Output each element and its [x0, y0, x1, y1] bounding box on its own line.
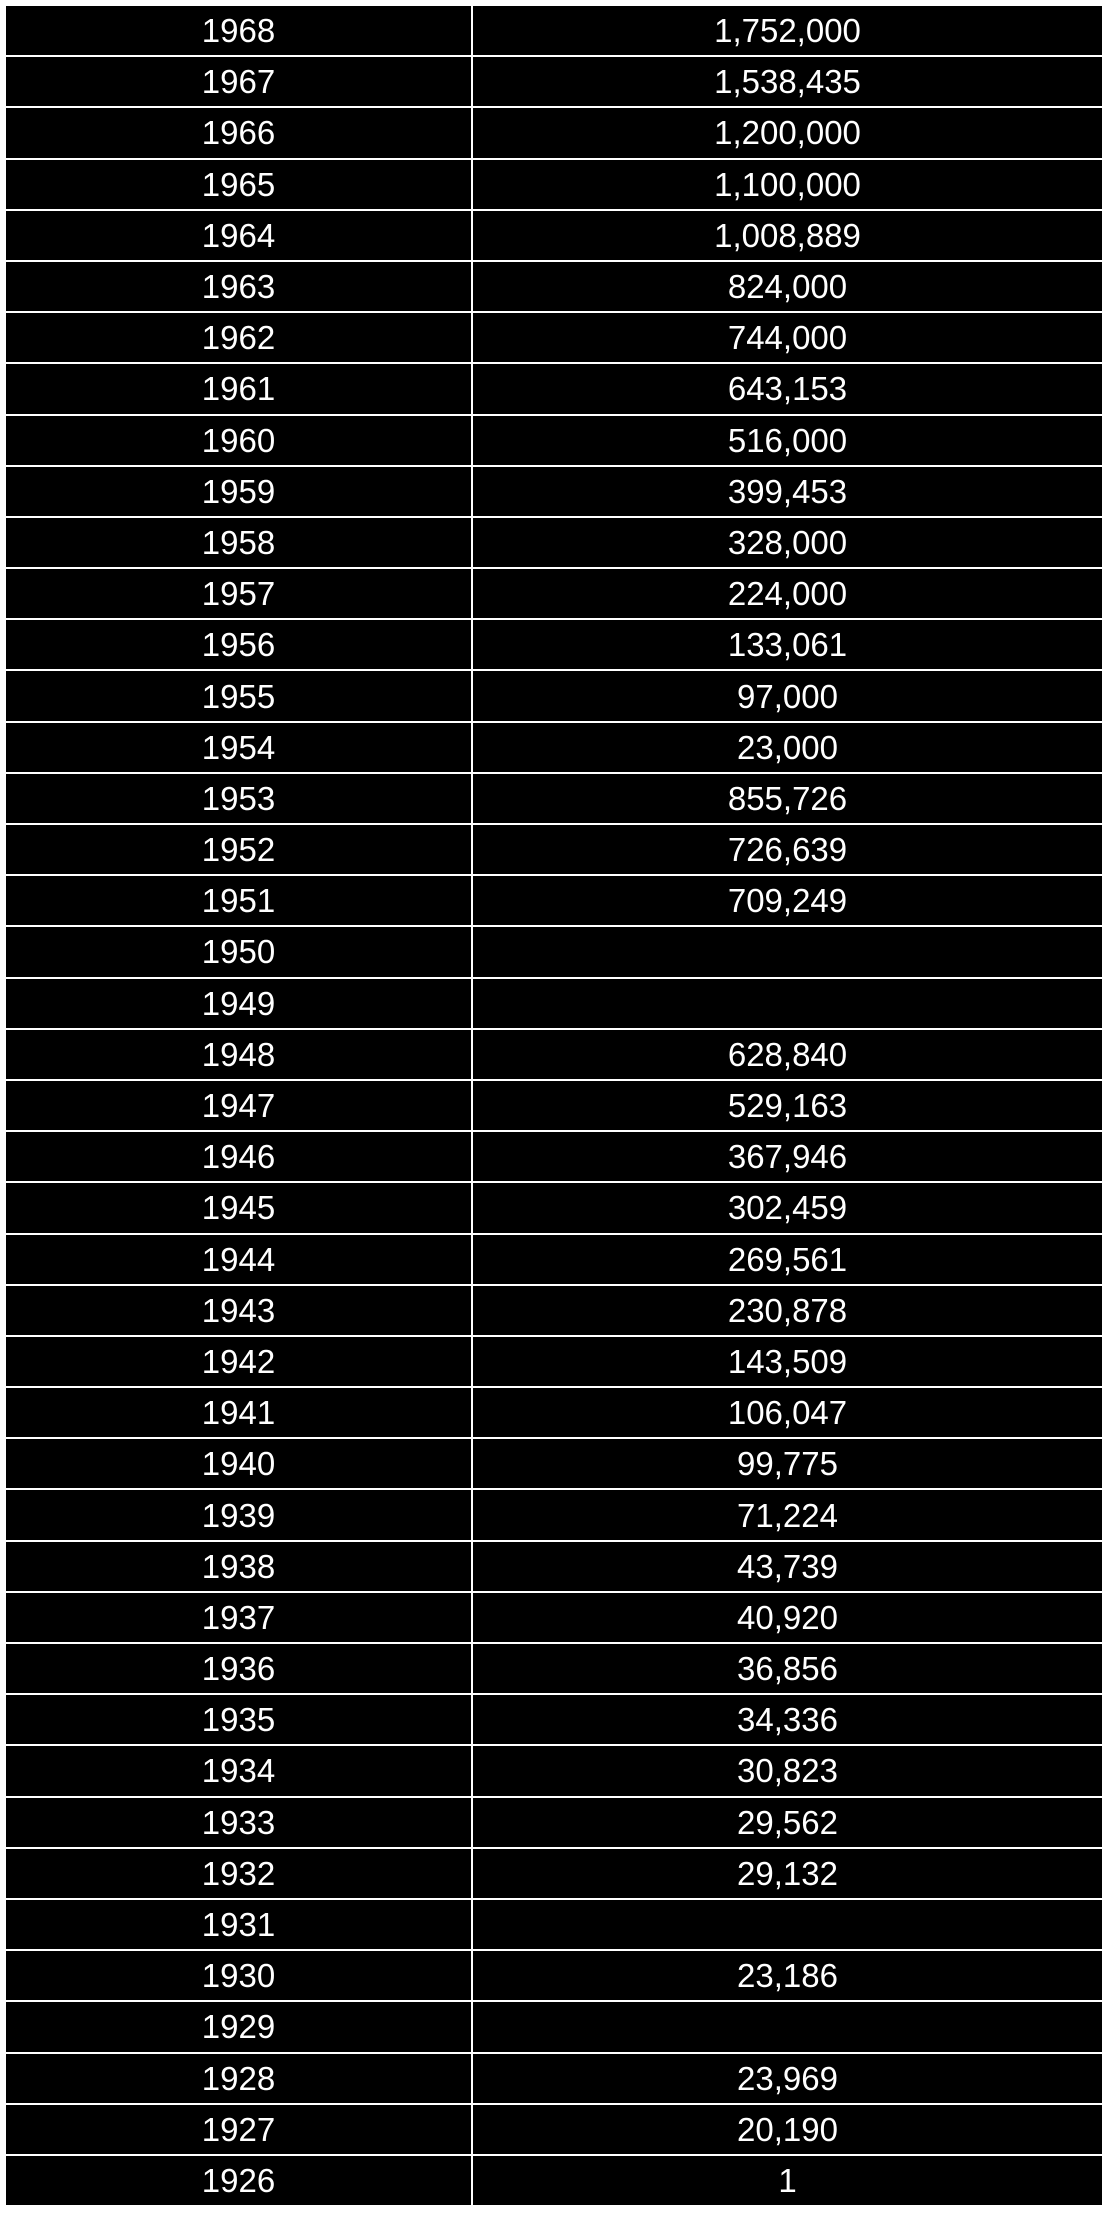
value-cell: 71,224	[472, 1489, 1102, 1540]
year-cell: 1944	[6, 1234, 472, 1285]
table-row	[6, 1029, 1102, 1080]
year-cell: 1935	[6, 1694, 472, 1745]
year-cell: 1933	[6, 1797, 472, 1848]
year-cell: 1964	[6, 210, 472, 261]
value-cell: 23,186	[472, 1950, 1102, 2001]
year-cell: 1936	[6, 1643, 472, 1694]
value-cell	[472, 2001, 1102, 2052]
value-cell: 29,132	[472, 1848, 1102, 1899]
data-table	[6, 6, 1102, 2205]
table-row	[6, 6, 1102, 56]
value-cell: 23,000	[472, 722, 1102, 773]
table-row	[6, 1950, 1102, 2001]
value-cell: 744,000	[472, 312, 1102, 363]
value-cell	[472, 1899, 1102, 1950]
table-row	[6, 670, 1102, 721]
value-cell: 726,639	[472, 824, 1102, 875]
table-row	[6, 1336, 1102, 1387]
value-cell: 143,509	[472, 1336, 1102, 1387]
value-cell: 628,840	[472, 1029, 1102, 1080]
table-row	[6, 722, 1102, 773]
table-row	[6, 1234, 1102, 1285]
table-row	[6, 466, 1102, 517]
value-cell: 824,000	[472, 261, 1102, 312]
value-cell: 643,153	[472, 363, 1102, 414]
table-row	[6, 1285, 1102, 1336]
table-row	[6, 773, 1102, 824]
year-cell: 1958	[6, 517, 472, 568]
year-cell: 1953	[6, 773, 472, 824]
year-cell: 1927	[6, 2104, 472, 2155]
table-row	[6, 517, 1102, 568]
year-cell: 1962	[6, 312, 472, 363]
value-cell: 529,163	[472, 1080, 1102, 1131]
table-row	[6, 159, 1102, 210]
table-row	[6, 2053, 1102, 2104]
value-cell: 516,000	[472, 415, 1102, 466]
table-row	[6, 568, 1102, 619]
year-cell: 1965	[6, 159, 472, 210]
year-cell: 1943	[6, 1285, 472, 1336]
table-row	[6, 1541, 1102, 1592]
value-cell: 97,000	[472, 670, 1102, 721]
year-cell: 1942	[6, 1336, 472, 1387]
table-row	[6, 363, 1102, 414]
year-cell: 1960	[6, 415, 472, 466]
year-cell: 1939	[6, 1489, 472, 1540]
year-cell: 1932	[6, 1848, 472, 1899]
table-row	[6, 1899, 1102, 1950]
table-row	[6, 210, 1102, 261]
table-row	[6, 261, 1102, 312]
table-row	[6, 2104, 1102, 2155]
year-cell: 1955	[6, 670, 472, 721]
value-cell: 1,008,889	[472, 210, 1102, 261]
table-row	[6, 1643, 1102, 1694]
table-row	[6, 1745, 1102, 1796]
table-row	[6, 2155, 1102, 2205]
year-cell: 1947	[6, 1080, 472, 1131]
table-row	[6, 2001, 1102, 2052]
table-row	[6, 1694, 1102, 1745]
year-cell: 1929	[6, 2001, 472, 2052]
table-row	[6, 1848, 1102, 1899]
table-row	[6, 415, 1102, 466]
value-cell: 20,190	[472, 2104, 1102, 2155]
value-cell: 34,336	[472, 1694, 1102, 1745]
value-cell: 43,739	[472, 1541, 1102, 1592]
year-cell: 1956	[6, 619, 472, 670]
table-row	[6, 1438, 1102, 1489]
year-cell: 1937	[6, 1592, 472, 1643]
table-row	[6, 1797, 1102, 1848]
table-row	[6, 1080, 1102, 1131]
value-cell: 224,000	[472, 568, 1102, 619]
value-cell: 30,823	[472, 1745, 1102, 1796]
year-cell: 1966	[6, 107, 472, 158]
year-cell: 1946	[6, 1131, 472, 1182]
year-cell: 1950	[6, 926, 472, 977]
value-cell: 1,200,000	[472, 107, 1102, 158]
value-cell: 36,856	[472, 1643, 1102, 1694]
year-cell: 1967	[6, 56, 472, 107]
value-cell: 1	[472, 2155, 1102, 2205]
year-cell: 1926	[6, 2155, 472, 2205]
year-cell: 1968	[6, 6, 472, 56]
value-cell: 230,878	[472, 1285, 1102, 1336]
table-row	[6, 107, 1102, 158]
year-cell: 1963	[6, 261, 472, 312]
value-cell: 302,459	[472, 1182, 1102, 1233]
year-cell: 1941	[6, 1387, 472, 1438]
value-cell: 855,726	[472, 773, 1102, 824]
value-cell: 40,920	[472, 1592, 1102, 1643]
value-cell: 1,538,435	[472, 56, 1102, 107]
value-cell: 106,047	[472, 1387, 1102, 1438]
value-cell: 399,453	[472, 466, 1102, 517]
table-row	[6, 875, 1102, 926]
year-cell: 1940	[6, 1438, 472, 1489]
value-cell	[472, 978, 1102, 1029]
value-cell: 23,969	[472, 2053, 1102, 2104]
value-cell: 328,000	[472, 517, 1102, 568]
table-body	[6, 6, 1102, 2205]
value-cell: 269,561	[472, 1234, 1102, 1285]
table-row	[6, 1489, 1102, 1540]
year-cell: 1959	[6, 466, 472, 517]
year-cell: 1952	[6, 824, 472, 875]
value-cell: 99,775	[472, 1438, 1102, 1489]
year-cell: 1928	[6, 2053, 472, 2104]
value-cell: 29,562	[472, 1797, 1102, 1848]
table-row	[6, 824, 1102, 875]
year-cell: 1931	[6, 1899, 472, 1950]
year-cell: 1951	[6, 875, 472, 926]
year-cell: 1930	[6, 1950, 472, 2001]
year-cell: 1954	[6, 722, 472, 773]
table-row	[6, 926, 1102, 977]
value-cell: 1,752,000	[472, 6, 1102, 56]
year-cell: 1949	[6, 978, 472, 1029]
value-cell: 367,946	[472, 1131, 1102, 1182]
table-row	[6, 1387, 1102, 1438]
table-row	[6, 1182, 1102, 1233]
year-cell: 1948	[6, 1029, 472, 1080]
value-cell: 1,100,000	[472, 159, 1102, 210]
table-row	[6, 619, 1102, 670]
year-cell: 1961	[6, 363, 472, 414]
table-row	[6, 312, 1102, 363]
value-cell: 133,061	[472, 619, 1102, 670]
table-row	[6, 56, 1102, 107]
year-cell: 1945	[6, 1182, 472, 1233]
value-cell	[472, 926, 1102, 977]
year-cell: 1938	[6, 1541, 472, 1592]
table-row	[6, 978, 1102, 1029]
year-cell: 1957	[6, 568, 472, 619]
table-row	[6, 1592, 1102, 1643]
table-row	[6, 1131, 1102, 1182]
year-cell: 1934	[6, 1745, 472, 1796]
value-cell: 709,249	[472, 875, 1102, 926]
